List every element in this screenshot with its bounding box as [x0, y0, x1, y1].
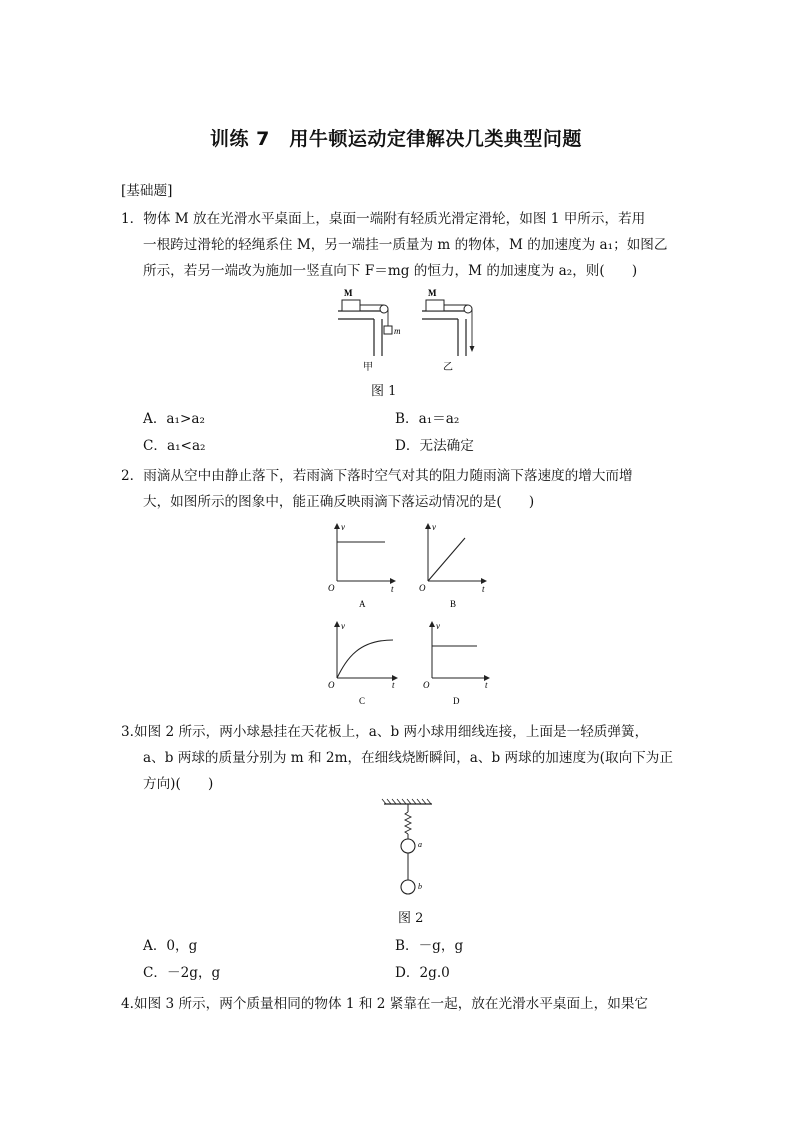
- graph-d-label: D: [453, 696, 460, 706]
- figure-1-pulley-diagrams: [330, 286, 480, 374]
- label-M-yi: M: [428, 288, 437, 298]
- graph-a-label: A: [359, 599, 366, 609]
- graph-c-o: O: [328, 680, 335, 690]
- graph-b[interactable]: [419, 522, 486, 609]
- q1-line-2: 一根跨过滑轮的轻绳系住 M，另一端挂一质量为 m 的物体，M 的加速度为 a₁；如图乙: [143, 237, 668, 253]
- q1-line-3: 所示，若另一端改为施加一竖直向下 F＝mg 的恒力，M 的加速度为 a₂，则( ): [143, 263, 638, 279]
- graph-a-v: v: [341, 522, 345, 532]
- figure-1-jia: [338, 288, 401, 373]
- q1-option-b[interactable]: B．a₁＝a₂: [395, 411, 460, 427]
- q3-line-1: 3.如图 2 所示，两小球悬挂在天花板上，a、b 两小球用细线连接，上面是一轻质弹簧，: [121, 724, 649, 740]
- graph-b-t: t: [482, 584, 485, 594]
- graph-c-t: t: [392, 680, 395, 690]
- ball-b: [401, 880, 415, 894]
- figure-vt-graphs: [325, 518, 495, 706]
- figure-2-caption: 图 2: [398, 911, 424, 926]
- graph-b-v: v: [432, 522, 436, 532]
- graph-c-label: C: [359, 696, 366, 706]
- graph-b-o: O: [419, 583, 426, 593]
- graph-b-label: B: [450, 599, 457, 609]
- figure-1-yi: [422, 288, 475, 373]
- graph-a[interactable]: [328, 522, 395, 609]
- figure-2-spring-balls: [378, 798, 438, 900]
- graph-c-v: v: [341, 621, 345, 631]
- graph-d-v: v: [436, 621, 440, 631]
- q3-option-c[interactable]: C．－2g，g: [143, 965, 221, 981]
- graph-a-o: O: [328, 583, 335, 593]
- label-a: a: [418, 840, 422, 849]
- graph-d-o: O: [423, 680, 430, 690]
- q3-option-a[interactable]: A．0，g: [143, 938, 198, 954]
- q1-line-1: 1．物体 M 放在光滑水平桌面上，桌面一端附有轻质光滑定滑轮，如图 1 甲所示，若用: [121, 211, 646, 227]
- q2-line-1: 2．雨滴从空中由静止落下，若雨滴下落时空气对其的阻力随雨滴下落速度的增大而增: [121, 468, 633, 484]
- label-b: b: [418, 882, 422, 891]
- q3-line-2: a、b 两球的质量分别为 m 和 2m，在细线烧断瞬间，a、b 两球的加速度为(取向下为正: [143, 750, 673, 766]
- label-yi: 乙: [443, 362, 453, 373]
- q3-option-d[interactable]: D．2g.0: [395, 965, 450, 981]
- graph-c[interactable]: [328, 621, 397, 706]
- section-heading: [基础题]: [121, 183, 173, 199]
- q1-option-c[interactable]: C．a₁<a₂: [143, 438, 206, 454]
- label-m: m: [394, 326, 401, 336]
- q4-line-1: 4.如图 3 所示，两个质量相同的物体 1 和 2 紧靠在一起，放在光滑水平桌面上，如果它: [121, 996, 649, 1012]
- page-title: 训练 7 用牛顿运动定律解决几类典型问题: [210, 128, 582, 150]
- ball-a: [401, 839, 415, 853]
- figure-1-caption: 图 1: [371, 384, 397, 399]
- graph-d[interactable]: [423, 621, 489, 706]
- spring-icon: [405, 812, 411, 834]
- q1-option-d[interactable]: D．无法确定: [395, 438, 474, 454]
- graph-a-t: t: [391, 584, 394, 594]
- label-jia: 甲: [363, 362, 373, 373]
- q3-line-3: 方向)( ): [143, 776, 214, 792]
- q2-line-2: 大，如图所示的图象中，能正确反映雨滴下落运动情况的是( ): [143, 494, 535, 510]
- graph-d-t: t: [485, 680, 488, 690]
- q3-option-b[interactable]: B．－g，g: [395, 938, 464, 954]
- label-M-jia: M: [344, 288, 353, 298]
- q1-option-a[interactable]: A．a₁>a₂: [143, 411, 205, 427]
